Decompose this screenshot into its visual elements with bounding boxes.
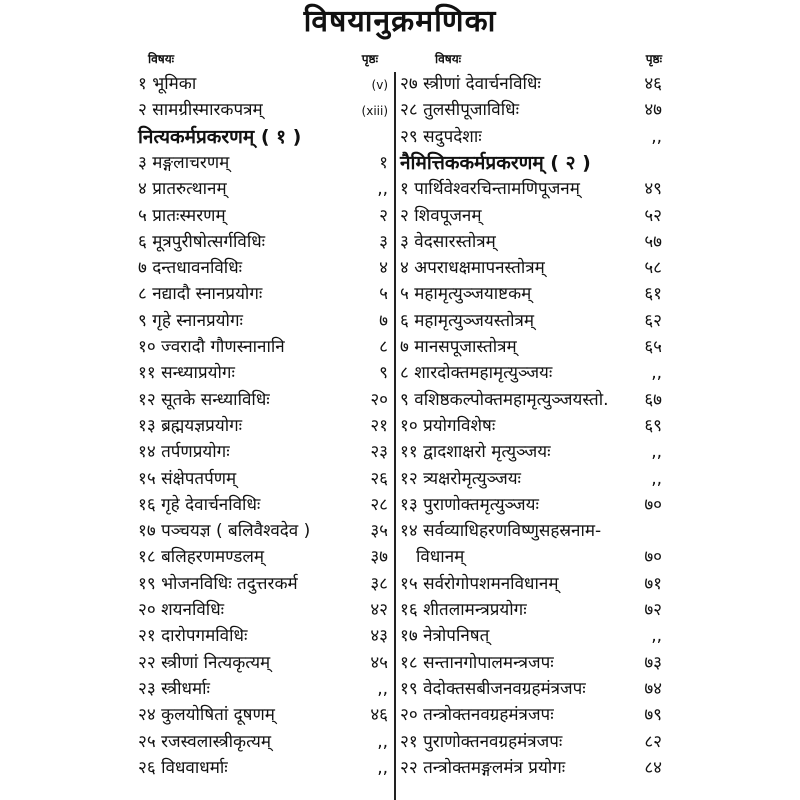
toc-entry: [138, 756, 388, 780]
toc-entry: [138, 703, 388, 727]
toc-entry: [400, 282, 662, 306]
column-divider: [394, 72, 396, 800]
toc-entry-page: ,,: [377, 757, 388, 778]
toc-entry-title: १७ पञ्चयज्ञ ( बलिवैश्वदेव ): [138, 521, 311, 542]
toc-entry-page: ,,: [651, 126, 662, 147]
toc-entry-title: २१ दारोपगमविधिः: [138, 626, 248, 647]
toc-entry-title: १६ गृहे देवार्चनविधिः: [138, 494, 261, 515]
toc-entry-title: १३ पुराणोक्तमृत्युञ्जयः: [400, 494, 539, 515]
left-page-header: पृष्ठः: [361, 52, 378, 66]
toc-entry-title: ६ महामृत्युञ्जयस्तोत्रम्: [400, 310, 535, 331]
toc-entry: [138, 388, 388, 412]
toc-entry: [138, 361, 388, 385]
toc-entry-title: १७ नेत्रोपनिषत्: [400, 626, 490, 647]
left-subject-header: विषयः: [148, 52, 175, 66]
toc-entry-page: ८: [379, 337, 388, 357]
toc-entry-page: २१: [370, 415, 388, 436]
toc-entry-page: ,,: [651, 468, 662, 489]
toc-entry-title: २२ स्त्रीणां नित्यकृत्यम्: [138, 652, 271, 673]
toc-entry-title: २८ तुलसीपूजाविधिः: [400, 100, 520, 121]
toc-entry-page: ४६: [370, 705, 388, 726]
toc-entry-title: १४ सर्वव्याधिहरणविष्णुसहस्रनाम-: [400, 521, 602, 542]
toc-entry: [138, 177, 388, 201]
toc-entry-title: १२ त्र्यक्षरोमृत्युञ्जयः: [400, 468, 521, 489]
toc-entry-page: ६७: [644, 389, 662, 410]
toc-entry: [138, 440, 388, 464]
toc-entry-title: ७ दन्तधावनविधिः: [138, 258, 243, 279]
toc-entry-title: २१ पुराणोक्तनवग्रहमंत्रजपः: [400, 731, 563, 752]
toc-entry: [138, 151, 388, 175]
toc-entry-title: ९ गृहे स्नानप्रयोगः: [138, 310, 243, 331]
toc-entry-page: ३५: [370, 521, 388, 542]
toc-entry-title: २२ तन्त्रोक्तमङ्गलमंत्र प्रयोगः: [400, 757, 566, 778]
toc-entry-title: विधानम्: [416, 547, 465, 568]
toc-entry: [400, 467, 662, 491]
toc-entry-title: १५ सर्वरोगोपशमनविधानम्: [400, 573, 559, 594]
toc-entry-title: ६ मूत्रपुरीषोत्सर्गविधिः: [138, 231, 266, 252]
toc-entry: [400, 651, 662, 675]
toc-entry-page: ४७: [644, 100, 662, 121]
toc-entry-title: नैमित्तिककर्मप्रकरणम् ( २ ): [400, 151, 591, 174]
toc-entry-page: ४६: [644, 74, 662, 94]
toc-entry: [400, 519, 662, 543]
toc-entry: [138, 230, 388, 254]
toc-entry-page: ,,: [651, 363, 662, 384]
toc-entry-page: ८२: [644, 731, 662, 752]
right-subject-header: विषयः: [435, 52, 462, 66]
toc-entry: [138, 204, 388, 228]
toc-entry-page: ७४: [644, 678, 662, 699]
toc-entry-title: २ सामग्रीस्मारकपत्रम्: [138, 100, 263, 121]
toc-entry: [400, 256, 662, 280]
toc-entry: [400, 335, 662, 359]
toc-entry: [400, 230, 662, 254]
toc-entry-page: ६१: [644, 284, 662, 305]
toc-entry-title: ११ सन्ध्याप्रयोगः: [138, 363, 235, 384]
toc-entry-page: ५२: [644, 205, 662, 226]
toc-entry: [400, 125, 662, 149]
toc-entry-page: ४३: [370, 626, 388, 647]
toc-entry-page: (v): [371, 78, 388, 92]
toc-entry: [138, 125, 388, 149]
toc-entry: [138, 730, 388, 754]
toc-entry: [138, 572, 388, 596]
toc-entry: [138, 98, 388, 123]
toc-entry: [138, 624, 388, 648]
toc-entry-title: नित्यकर्मप्रकरणम् ( १ ): [138, 125, 302, 148]
toc-entry-title: ११ द्वादशाक्षरो मृत्युञ्जयः: [400, 442, 551, 463]
toc-entry-title: १४ तर्पणप्रयोगः: [138, 442, 230, 463]
toc-entry-title: ४ प्रातरुत्थानम्: [138, 179, 227, 200]
toc-entry: [138, 519, 388, 543]
toc-entry: [138, 335, 388, 359]
toc-entry: [138, 414, 388, 438]
toc-entry: [138, 545, 388, 569]
toc-entry-title: १२ सूतके सन्ध्याविधिः: [138, 389, 270, 410]
toc-entry-page: ६९: [644, 415, 662, 436]
toc-entry-title: १९ वेदोक्तसबीजनवग्रहमंत्रजपः: [400, 678, 586, 699]
toc-entry-page: ६५: [644, 337, 662, 357]
toc-entry-page: २०: [370, 389, 388, 410]
toc-entry-title: १० प्रयोगविशेषः: [400, 415, 496, 436]
toc-entry: [400, 624, 662, 648]
toc-entry: [400, 309, 662, 333]
toc-entry: [400, 204, 662, 228]
toc-entry-title: २७ स्त्रीणां देवार्चनविधिः: [400, 74, 541, 94]
toc-entry: [138, 256, 388, 280]
toc-entry-title: १८ सन्तानगोपालमन्त्रजपः: [400, 652, 554, 673]
toc-entry: [138, 282, 388, 306]
toc-entry: [400, 493, 662, 517]
toc-entry-title: २३ स्त्रीधर्माः: [138, 678, 210, 699]
toc-entry-page: २: [379, 205, 388, 226]
toc-entry: [138, 651, 388, 675]
toc-entry-title: २९ सदुपदेशाः: [400, 126, 482, 147]
toc-entry-page: ,,: [651, 442, 662, 463]
toc-entry-page: ७०: [644, 547, 662, 568]
toc-entry-title: २० तन्त्रोक्तनवग्रहमंत्रजपः: [400, 705, 554, 726]
toc-entry-page: २३: [370, 442, 388, 463]
toc-entry: [400, 440, 662, 464]
toc-entry: [400, 703, 662, 727]
toc-entry: [400, 598, 662, 622]
toc-entry: [400, 545, 662, 569]
toc-entry-page: ५: [379, 284, 388, 305]
toc-entry-page: ७२: [644, 600, 662, 620]
toc-entry-page: ३७: [370, 547, 388, 568]
toc-entry-page: ५७: [644, 231, 662, 252]
page-title: विषयानुक्रमणिका: [303, 4, 497, 39]
toc-entry-page: ,,: [377, 678, 388, 699]
toc-entry-page: २८: [370, 494, 388, 515]
toc-entry-page: ४: [379, 258, 388, 279]
toc-entry-title: २६ विधवाधर्माः: [138, 757, 228, 778]
toc-entry-page: ३: [379, 231, 388, 252]
toc-entry-title: १९ भोजनविधिः तदुत्तरकर्म: [138, 573, 298, 594]
toc-entry-title: ८ नद्यादौ स्नानप्रयोगः: [138, 284, 263, 305]
toc-entry-title: ७ मानसपूजास्तोत्रम्: [400, 337, 517, 357]
toc-entry-title: १० ज्वरादौ गौणस्नानानि: [138, 337, 285, 357]
toc-entry: [138, 677, 388, 701]
right-page-header: पृष्ठः: [645, 52, 662, 66]
toc-entry-page: ४२: [370, 600, 388, 620]
toc-entry-title: २० शयनविधिः: [138, 600, 225, 620]
toc-entry-title: ५ प्रातःस्मरणम्: [138, 205, 226, 226]
toc-entry: [138, 493, 388, 517]
toc-entry-title: ८ शारदोक्तमहामृत्युञ्जयः: [400, 363, 553, 384]
toc-entry-page: ,,: [377, 731, 388, 752]
toc-entry: [400, 98, 662, 122]
toc-entry-title: २४ कुलयोषितां दूषणम्: [138, 705, 275, 726]
toc-entry: [400, 730, 662, 754]
toc-entry: [138, 72, 388, 97]
toc-entry-page: ७३: [644, 652, 662, 673]
toc-entry: [400, 151, 662, 175]
toc-entry-title: २५ रजस्वलास्त्रीकृत्यम्: [138, 731, 272, 752]
toc-entry-page: ७०: [644, 494, 662, 515]
toc-entry-page: ५८: [644, 258, 662, 279]
toc-entry-page: ४९: [644, 179, 662, 200]
toc-entry-page: ९: [379, 363, 388, 384]
toc-entry-title: ५ महामृत्युञ्जयाष्टकम्: [400, 284, 532, 305]
toc-entry-title: ४ अपराधक्षमापनस्तोत्रम्: [400, 258, 545, 279]
toc-entry: [400, 756, 662, 780]
toc-entry-page: (xiii): [361, 104, 388, 119]
toc-entry: [138, 309, 388, 333]
toc-entry-page: ,,: [651, 626, 662, 647]
toc-entry-page: ७९: [644, 705, 662, 726]
toc-entry: [138, 598, 388, 622]
toc-entry: [400, 677, 662, 701]
toc-entry-title: २ शिवपूजनम्: [400, 205, 482, 226]
toc-entry-page: ६२: [644, 310, 662, 331]
toc-entry-page: ४५: [370, 652, 388, 673]
toc-entry: [400, 388, 662, 412]
toc-entry: [400, 72, 662, 96]
toc-entry-title: १ पार्थिवेश्वरचिन्तामणिपूजनम्: [400, 179, 580, 200]
toc-entry-title: १५ संक्षेपतर्पणम्: [138, 468, 237, 489]
toc-entry: [400, 361, 662, 385]
toc-entry-page: ,,: [377, 179, 388, 200]
toc-entry-page: ७: [379, 310, 388, 331]
toc-entry-page: ७१: [644, 573, 662, 594]
toc-entry-title: ३ वेदसारस्तोत्रम्: [400, 231, 496, 252]
toc-entry-title: १८ बलिहरणमण्डलम्: [138, 547, 265, 568]
toc-entry: [400, 572, 662, 596]
toc-entry-page: ३८: [370, 573, 388, 594]
toc-entry-page: १: [379, 152, 388, 173]
toc-entry: [400, 177, 662, 201]
toc-entry: [138, 467, 388, 491]
toc-entry-title: ९ वशिष्ठकल्पोक्तमहामृत्युञ्जयस्तो.: [400, 389, 609, 410]
toc-entry-page: ८४: [644, 757, 662, 778]
toc-entry-page: २६: [370, 468, 388, 489]
toc-entry-title: १६ शीतलामन्त्रप्रयोगः: [400, 600, 527, 620]
toc-entry-title: १३ ब्रह्मयज्ञप्रयोगः: [138, 415, 243, 436]
toc-entry-title: १ भूमिका: [138, 74, 197, 94]
toc-entry: [400, 414, 662, 438]
toc-entry-title: ३ मङ्गलाचरणम्: [138, 152, 230, 173]
